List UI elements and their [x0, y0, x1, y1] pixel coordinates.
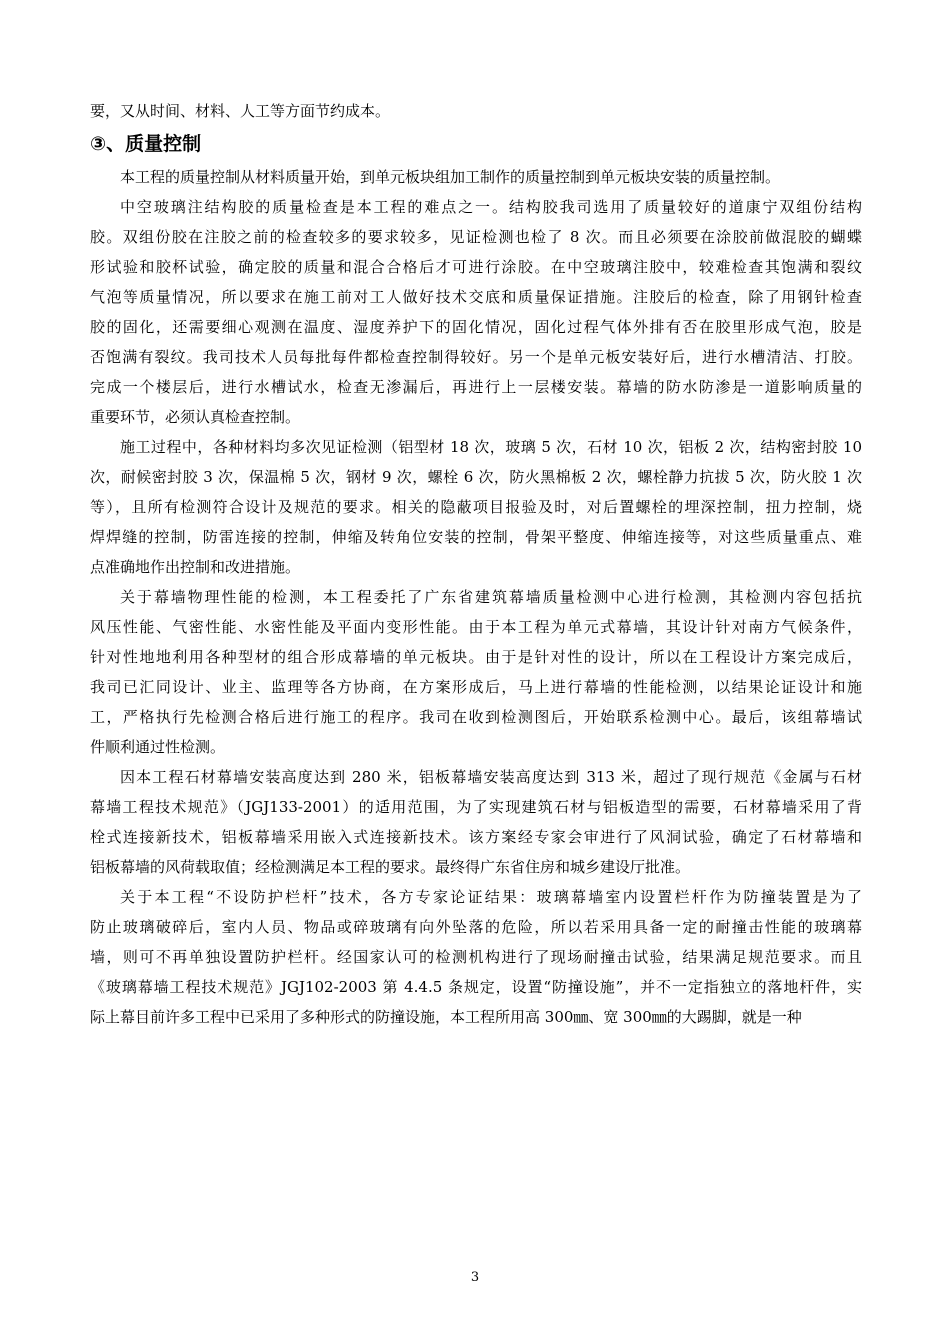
- paragraph: [90, 192, 862, 432]
- paragraph-line: 栓式连接新技术，铝板幕墙采用嵌入式连接新技术。该方案经专家会审进行了风洞试验，确定了石材幕墙和: [90, 828, 862, 846]
- paragraph: [90, 162, 862, 192]
- paragraph: [90, 432, 862, 582]
- paragraph-line: 际上幕目前许多工程中已采用了多种形式的防撞设施，本工程所用高 300㎜、宽 300㎜的大踢脚，就是一种: [90, 1008, 802, 1026]
- paragraph-line: 《玻璃幕墙工程技术规范》JGJ102-2003 第 4.4.5 条规定，设置“防撞设施”，并不一定指独立的落地杆件，实: [90, 978, 862, 996]
- paragraph-line: 件顺利通过性检测。: [90, 738, 226, 756]
- paragraph-line: 形试验和胶杯试验，确定胶的质量和混合合格后才可进行涂胶。在中空玻璃注胶中，较难检查其饱满和裂纹: [90, 258, 862, 276]
- paragraph-list: [90, 162, 862, 1032]
- paragraph-line: 本工程的质量控制从材料质量开始，到单元板块组加工制作的质量控制到单元板块安装的质量控制。: [120, 168, 781, 186]
- paragraph-line: 针对性地地利用各种型材的组合形成幕墙的单元板块。由于是针对性的设计，所以在工程设计方案完成后，: [90, 648, 862, 666]
- paragraph-line: 中空玻璃注结构胶的质量检查是本工程的难点之一。结构胶我司选用了质量较好的道康宁双组份结构: [120, 198, 862, 216]
- paragraph-line: 风压性能、气密性能、水密性能及平面内变形性能。由于本工程为单元式幕墙，其设计针对南方气候条件，: [90, 618, 862, 636]
- paragraph: [90, 582, 862, 762]
- paragraph-line: 因本工程石材幕墙安装高度达到 280 米，铝板幕墙安装高度达到 313 米，超过了现行规范《金属与石材: [120, 768, 862, 786]
- paragraph-line: 胶。双组份胶在注胶之前的检查较多的要求较多，见证检测也检了 8 次。而且必须要在涂胶前做混胶的蝴蝶: [90, 228, 862, 246]
- paragraph-line: 次，耐候密封胶 3 次，保温棉 5 次，钢材 9 次，螺栓 6 次，防火黑棉板 2 次，螺栓静力抗拔 5 次，防火胶 1 次: [90, 468, 862, 486]
- paragraph-line: 重要环节，必须认真检查控制。: [90, 408, 301, 426]
- intro-line: 要，又从时间、材料、人工等方面节约成本。: [90, 102, 391, 120]
- paragraph-line: 铝板幕墙的风荷载取值；经检测满足本工程的要求。最终得广东省住房和城乡建设厅批准。: [90, 858, 691, 876]
- paragraph-line: 防止玻璃破碎后，室内人员、物品或碎玻璃有向外坠落的危险，所以若采用具备一定的耐撞击性能的玻璃幕: [90, 918, 862, 936]
- paragraph-line: 施工过程中，各种材料均多次见证检测（铝型材 18 次，玻璃 5 次，石材 10 次，铝板 2 次，结构密封胶 10: [120, 438, 862, 456]
- paragraph-line: 气泡等质量情况，所以要求在施工前对工人做好技术交底和质量保证措施。注胶后的检查，除了用钢针检查: [90, 288, 862, 306]
- paragraph-line: 我司已汇同设计、业主、监理等各方协商，在方案形成后，马上进行幕墙的性能检测，以结果论证设计和施: [90, 678, 862, 696]
- paragraph-line: 工，严格执行先检测合格后进行施工的程序。我司在收到检测图后，开始联系检测中心。最后，该组幕墙试: [90, 708, 862, 726]
- paragraph-line: 点准确地作出控制和改进措施。: [90, 558, 301, 576]
- paragraph-line: 墙，则可不再单独设置防护栏杆。经国家认可的检测机构进行了现场耐撞击试验，结果满足规范要求。而且: [90, 948, 862, 966]
- paragraph: [90, 882, 862, 1032]
- paragraph-line: 关于本工程“不设防护栏杆”技术，各方专家论证结果：玻璃幕墙室内设置栏杆作为防撞装置是为了: [120, 888, 862, 906]
- paragraph-line: 完成一个楼层后，进行水槽试水，检查无渗漏后，再进行上一层楼安装。幕墙的防水防渗是一道影响质量的: [90, 378, 862, 396]
- paragraph-line: 否饱满有裂纹。我司技术人员每批每件都检查控制得较好。另一个是单元板安装好后，进行水槽清洁、打胶。: [90, 348, 862, 366]
- paragraph-line: 等），且所有检测符合设计及规范的要求。相关的隐蔽项目报验及时，对后置螺栓的埋深控制，扭力控制，烧: [90, 498, 862, 516]
- section-heading: ③、质量控制: [90, 133, 202, 155]
- page-number: 3: [470, 1270, 480, 1285]
- paragraph-line: 关于幕墙物理性能的检测，本工程委托了广东省建筑幕墙质量检测中心进行检测，其检测内容包括抗: [120, 588, 862, 606]
- paragraph-line: 焊焊缝的控制，防雷连接的控制，伸缩及转角位安装的控制，骨架平整度、伸缩连接等，对这些质量重点、难: [90, 528, 862, 546]
- paragraph: [90, 762, 862, 882]
- document-body: [90, 96, 862, 1032]
- paragraph-line: 胶的固化，还需要细心观测在温度、湿度养护下的固化情况，固化过程气体外排有否在胶里形成气泡，胶是: [90, 318, 862, 336]
- paragraph-line: 幕墙工程技术规范》（JGJ133-2001）的适用范围，为了实现建筑石材与铝板造型的需要，石材幕墙采用了背: [90, 798, 862, 816]
